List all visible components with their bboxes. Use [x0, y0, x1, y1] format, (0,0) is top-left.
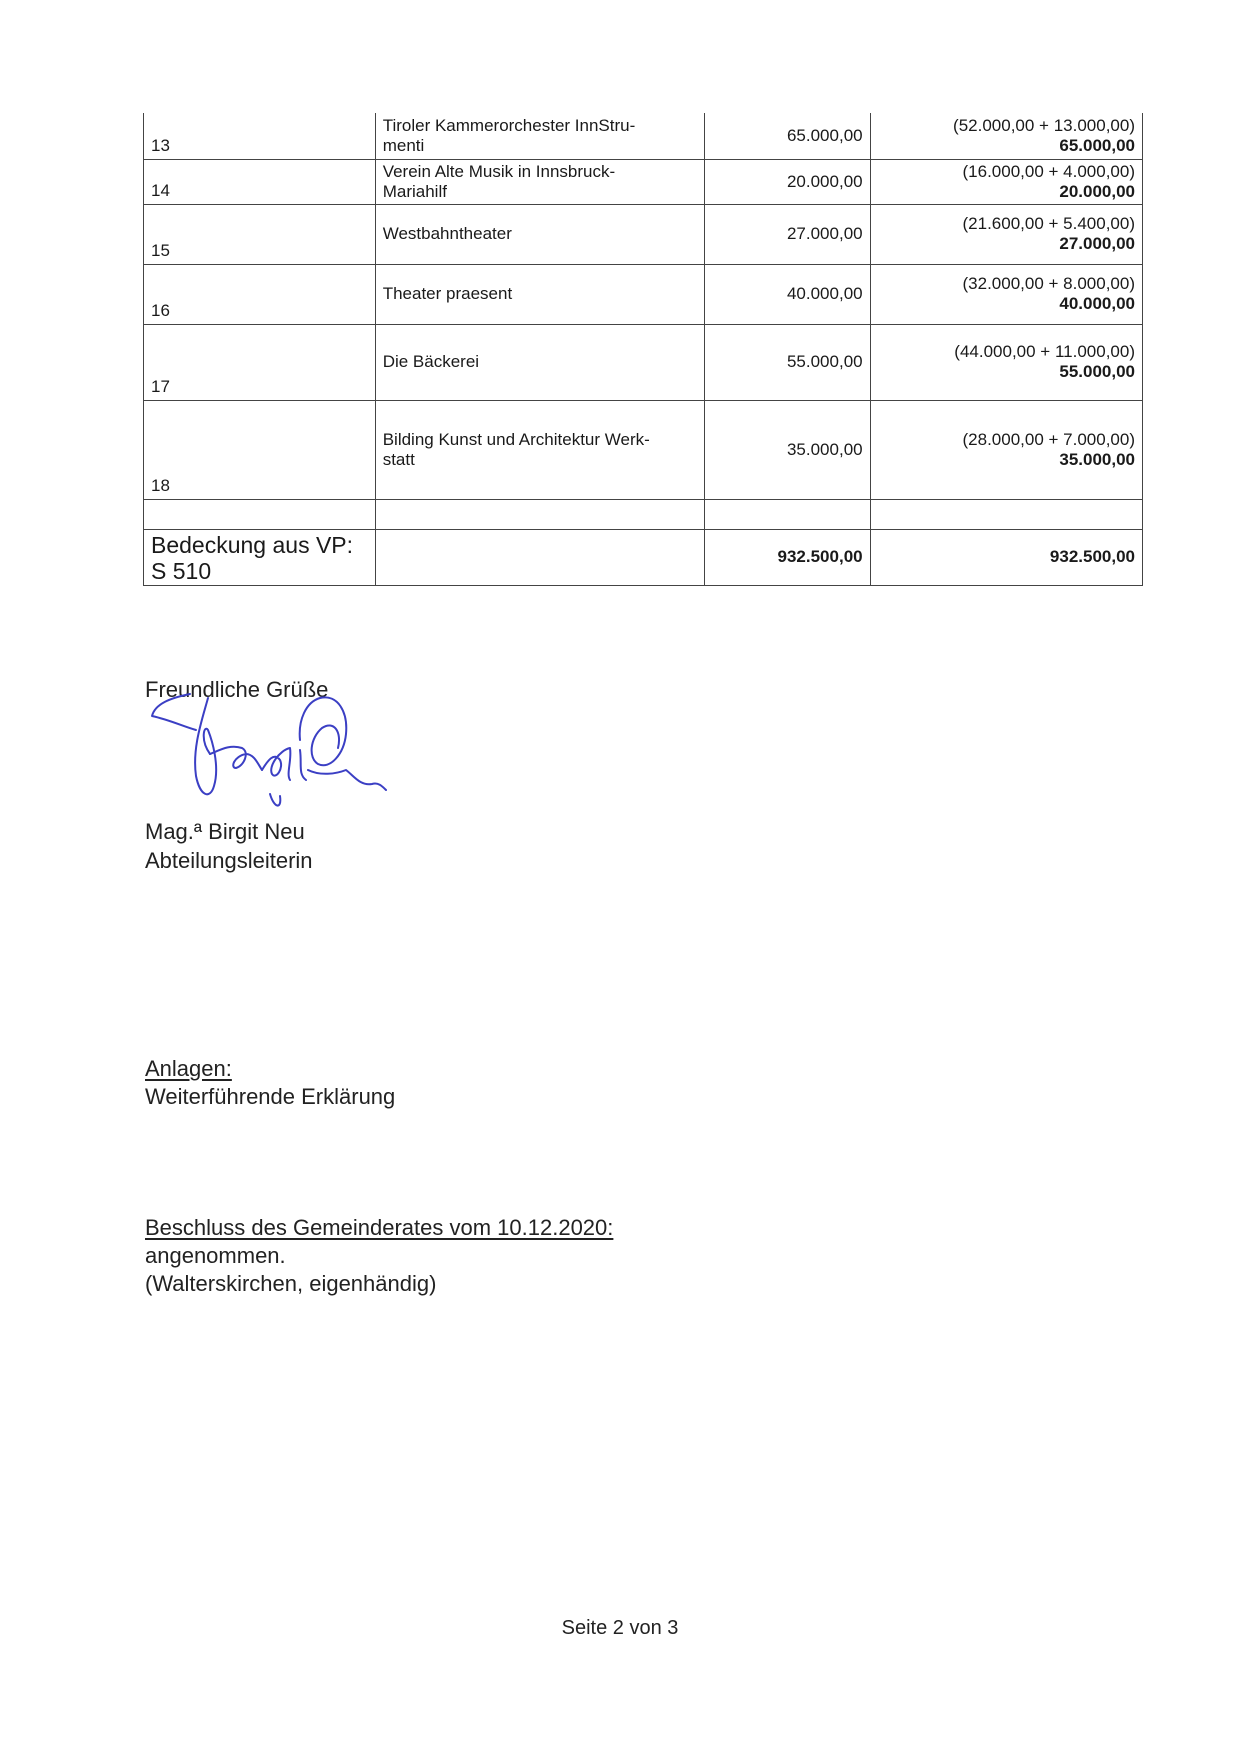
row-number: 16 — [144, 264, 376, 324]
signatory-name: Mag.ª Birgit Neu — [145, 819, 305, 844]
table-row — [144, 324, 1143, 400]
row-number: 18 — [144, 400, 376, 499]
table-row — [144, 400, 1143, 499]
resolution-heading: Beschluss des Gemeinderates vom 10.12.2020: — [145, 1215, 614, 1240]
table-row — [144, 204, 1143, 264]
row-number: 17 — [144, 324, 376, 400]
grant-split: (28.000,00 + 7.000,00) 35.000,00 — [870, 400, 1142, 499]
grant-split: (16.000,00 + 4.000,00) 20.000,00 — [870, 159, 1142, 204]
total-split: 932.500,00 — [870, 529, 1142, 585]
row-number: 15 — [144, 204, 376, 264]
coverage-label: Bedeckung aus VP: S 510 — [144, 529, 376, 585]
row-number: 13 — [144, 113, 376, 159]
grant-split: (52.000,00 + 13.000,00) 65.000,00 — [870, 113, 1142, 159]
row-number: 14 — [144, 159, 376, 204]
grant-amount: 65.000,00 — [704, 113, 870, 159]
organisation-name: Tiroler Kammerorchester InnStru- menti — [375, 113, 704, 159]
total-row — [144, 529, 1143, 585]
grant-amount: 35.000,00 — [704, 400, 870, 499]
organisation-name: Westbahntheater — [375, 204, 704, 264]
grant-split: (44.000,00 + 11.000,00) 55.000,00 — [870, 324, 1142, 400]
grant-split: (32.000,00 + 8.000,00) 40.000,00 — [870, 264, 1142, 324]
organisation-name: Verein Alte Musik in Innsbruck- Mariahilf — [375, 159, 704, 204]
grant-amount: 55.000,00 — [704, 324, 870, 400]
grant-amount: 40.000,00 — [704, 264, 870, 324]
funding-table — [143, 113, 1143, 586]
grant-amount: 27.000,00 — [704, 204, 870, 264]
signatory-role: Abteilungsleiterin — [145, 848, 313, 873]
organisation-name: Theater praesent — [375, 264, 704, 324]
resolution-result: angenommen. — [145, 1243, 286, 1268]
attachment-item: Weiterführende Erklärung — [145, 1084, 396, 1109]
table-row — [144, 264, 1143, 324]
grant-split: (21.600,00 + 5.400,00) 27.000,00 — [870, 204, 1142, 264]
empty-row — [144, 499, 1143, 529]
resolution-note: (Walterskirchen, eigenhändig) — [145, 1271, 437, 1296]
grant-amount: 20.000,00 — [704, 159, 870, 204]
organisation-name: Bilding Kunst und Architektur Werk- statt — [375, 400, 704, 499]
table-row — [144, 113, 1143, 159]
table-row — [144, 159, 1143, 204]
organisation-name: Die Bäckerei — [375, 324, 704, 400]
page-number: Seite 2 von 3 — [561, 1617, 679, 1639]
handwritten-signature — [150, 690, 410, 830]
greeting: Freundliche Grüße — [145, 677, 329, 702]
attachments-heading: Anlagen: — [145, 1056, 232, 1081]
total-amount: 932.500,00 — [704, 529, 870, 585]
